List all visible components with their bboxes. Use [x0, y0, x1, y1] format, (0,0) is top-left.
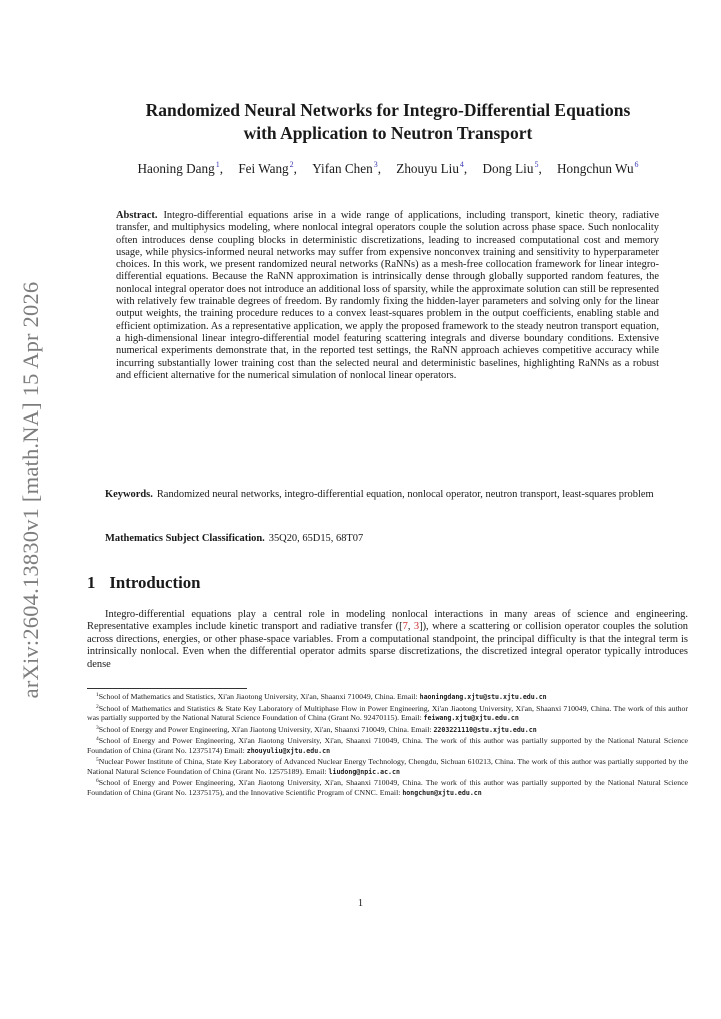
author: Haoning Dang$^1$,: [137, 160, 224, 176]
author-name: Haoning Dang: [137, 161, 215, 176]
keywords: [87, 489, 688, 501]
author-footnote-link[interactable]: 4: [459, 160, 464, 169]
footnote-rule: [87, 688, 247, 689]
paper-title: [88, 99, 688, 145]
author-footnote-link[interactable]: 6: [634, 160, 639, 169]
footnote-text: School of Energy and Power Engineering, Xi'an Jiaotong University, Xi'an, Shaanxi 710049, China. The work of this author was partially supported by the National Natural Science Foundation of China (Grant No. 12375174) Email:: [87, 736, 688, 755]
author-name: Dong Liu: [482, 161, 534, 176]
section-title: Introduction: [109, 573, 201, 592]
footnote: [87, 703, 688, 724]
footnote-mark: 4: [96, 736, 99, 743]
msc-classification: [105, 533, 363, 544]
keywords-label: Keywords.: [105, 489, 153, 500]
page-number: 1: [357, 898, 364, 909]
footnote-mark: 3: [96, 724, 99, 731]
footnote-email[interactable]: zhouyuliu@xjtu.edu.cn: [246, 746, 331, 755]
author-footnote-link[interactable]: 3: [373, 160, 378, 169]
author-footnote-link[interactable]: 5: [534, 160, 539, 169]
author-footnote-link[interactable]: 2: [289, 160, 294, 169]
author-name: Hongchun Wu: [557, 161, 634, 176]
citation-link[interactable]: 3: [413, 621, 420, 633]
footnote-text: Nuclear Power Institute of China, State Key Laboratory of Advanced Nuclear Energy Technology, Chengdu, Sichuan 610213, China. The work of this author was partially supported by the National Natural Science Foundation of China (Grant No. 12575189). Email:: [87, 757, 688, 776]
author-footnote-link[interactable]: 1: [215, 160, 220, 169]
footnote-text: School of Energy and Power Engineering, Xi'an Jiaotong University, Xi'an, Shaanxi 710049, China. The work of this author was partially supported by the National Natural Science Foundation of China (Grant No. 12375175), and the Innovative Scientific Program of CNNC. Email:: [87, 778, 688, 797]
author: [557, 161, 639, 176]
footnote-text: School of Energy and Power Engineering, Xi'an Jiaotong University, Xi'an, Shaanxi 710049, China. Email:: [98, 724, 434, 734]
footnote: [87, 724, 688, 736]
author-name: Fei Wang: [238, 161, 289, 176]
intro-paragraph: [87, 609, 688, 671]
abstract-text: Integro-differential equations arise in a wide range of applications, including transport, kinetic theory, radiative transfer, and multiphysics modeling, where nonlocal integral operators couple the solution across phase space. Such nonlocality often introduces dense coupling blocks in deterministic discretizations, leading to increased computational cost and memory usage, while physics-informed neural networks may suffer from expensive nonconvex training and sensitivity to hyperparameter choices. In this work, we present randomized neural networks (RaNNs) as a mesh-free collocation framework for linear integro-differential equations. Because the RaNN approximation is intrinsically dense through globally supported random features, the nonlocal integral operator does not introduce an additional loss of sparsity, while the approximate solution can still be represented with relatively few trainable degrees of freedom. By randomly fixing the hidden-layer parameters and solving only for the linear output weights, the training procedure reduces to a convex least-squares problem in the output coefficients, enabling stable and efficient optimization. As a representative application, we apply the proposed framework to the steady neutron transport equation, a high-dimensional linear integro-differential model featuring scattering integrals and diverse boundary conditions. Extensive numerical experiments demonstrate that, in the reported test settings, the RaNN approach achieves competitive accuracy while incurring substantially lower training cost than the selected neural and deterministic baselines, highlighting RaNNs as a robust and efficient alternative for the numerical simulation of nonlocal linear operators.: [116, 210, 659, 381]
footnote: [87, 691, 688, 703]
title-line-1: Randomized Neural Networks for Integro-Differential Equations: [145, 100, 631, 120]
author-name: Yifan Chen: [312, 161, 373, 176]
msc-label: Mathematics Subject Classification.: [105, 533, 265, 544]
abstract: [116, 210, 659, 382]
footnote: [87, 735, 688, 756]
footnote-text: School of Mathematics and Statistics & State Key Laboratory of Multiphase Flow in Power Engineering, Xi'an Jiaotong University, Xi'an, Shaanxi 710049, China. The work of this author was partially supported by the National Natural Science Foundation of China (Grant No. 92470115). Email:: [87, 703, 688, 723]
footnote-mark: 1: [96, 692, 99, 698]
footnote: [87, 756, 688, 777]
footnote-email[interactable]: haoningdang.xjtu@stu.xjtu.edu.cn: [419, 693, 547, 701]
arxiv-identifier[interactable]: arXiv:2604.13830v1 [math.NA] 15 Apr 2026: [18, 281, 43, 699]
footnotes: [87, 691, 688, 798]
author: Fei Wang$^2$,: [238, 160, 297, 176]
footnote-email[interactable]: hongchun@xjtu.edu.cn: [402, 788, 482, 797]
citation-link[interactable]: 7: [402, 621, 408, 633]
abstract-label: Abstract.: [116, 210, 158, 221]
footnote-mark: 2: [96, 703, 99, 710]
section-heading: [87, 573, 200, 593]
footnote-text: School of Mathematics and Statistics, Xi'an Jiaotong University, Xi'an, Shaanxi 710049, China. Email:: [98, 692, 420, 701]
keywords-text: Randomized neural networks, integro-differential equation, nonlocal operator, neutron transport, least-squares problem: [156, 489, 654, 500]
intro-text: ]), where a scattering or collision operator couples the solution across directions, energies, or other phase-space variables. From a computational standpoint, the principal difficulty is that the integral term is intrinsically nonlocal. Even when the differential operator admits sparse discretizations, the discretized integral operator typically introduces dense: [87, 621, 689, 670]
author: Zhouyu Liu$^4$,: [396, 160, 468, 176]
arxiv-sidebar: [8, 280, 54, 700]
intro-text: Integro-differential equations play a central role in modeling nonlocal interactions in many areas of science and engineering. Representative examples include kinetic transport and radiative transfer ([: [87, 609, 688, 633]
title-line-2: with Application to Neutron Transport: [243, 123, 533, 143]
citation-separator: ,: [407, 621, 414, 633]
footnote-email[interactable]: liudong@npic.ac.cn: [328, 767, 400, 776]
footnote-email[interactable]: 2203221110@stu.xjtu.edu.cn: [433, 725, 537, 734]
author: Dong Liu$^5$,: [482, 160, 542, 176]
msc-codes: 35Q20, 65D15, 68T07: [268, 533, 364, 544]
author-name: Zhouyu Liu: [396, 161, 459, 176]
section-number: 1: [87, 573, 96, 592]
footnote: [87, 777, 688, 798]
footnote-mark: 6: [96, 778, 99, 785]
author: Yifan Chen$^3$,: [312, 160, 381, 176]
footnote-mark: 5: [96, 757, 99, 764]
author-list: [88, 160, 688, 177]
footnote-email[interactable]: feiwang.xjtu@xjtu.edu.cn: [423, 714, 519, 723]
